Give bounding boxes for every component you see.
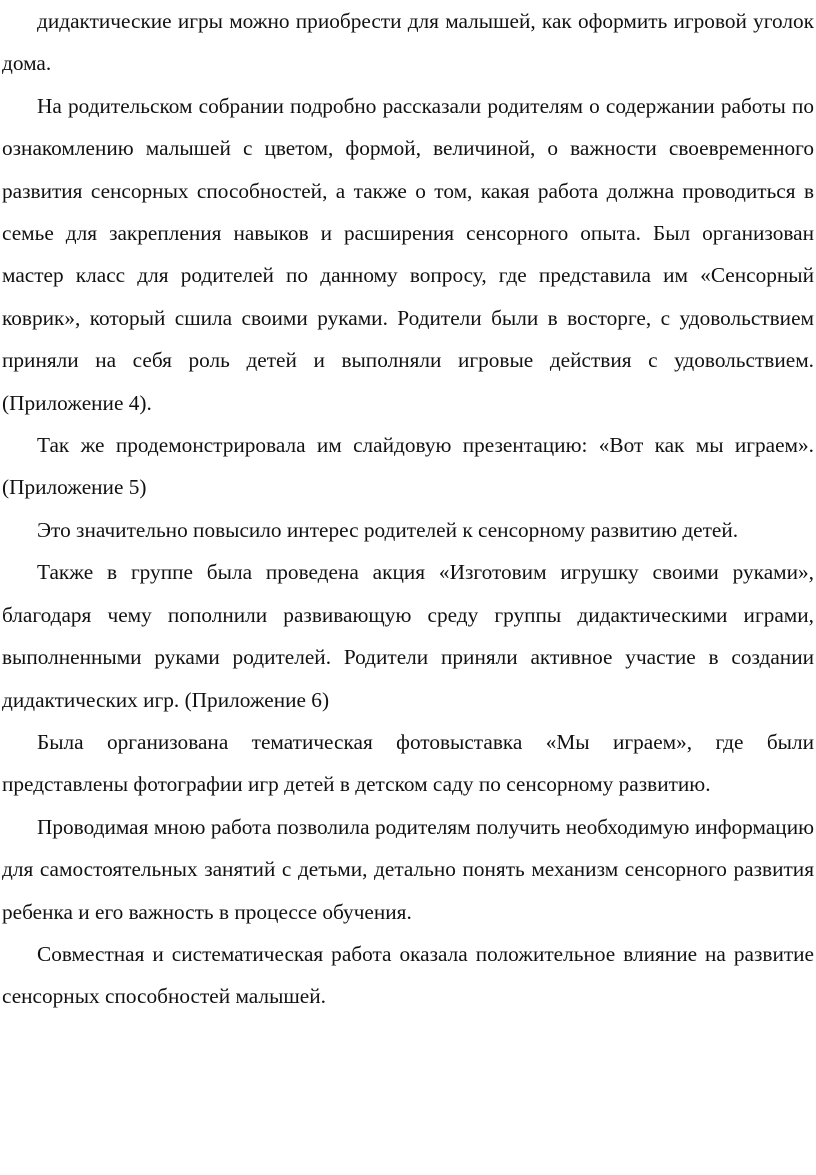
paragraph-work-results: Проводимая мною работа позволила родителям получить необходимую информацию для самостоятельных занятий с детьми, детально понять механизм сенсорного развития ребенка и его важность в процессе обучения. (2, 814, 814, 924)
paragraph-toy-action: Также в группе была проведена акция «Изготовим игрушку своими руками», благодаря чему пополнили развивающую среду группы дидактическими играми, выполненными руками родителей. Родители приняли активное участие в создании дидактических игр. (Приложение 6) (2, 560, 814, 712)
paragraph-parent-meeting: На родительском собрании подробно рассказали родителям о содержании работы по ознакомлению малышей с цветом, формой, величиной, о важности своевременного развития сенсорных способностей, а также о том, какая работа должна проводиться в семье для закрепления навыков и расширения сенсорного опыта. Был организован мастер класс для родителей по данному вопросу, где представила им «Сенсорный коврик», который сшила своими руками. Родители были в восторге, с удовольствием приняли на себя роль детей и выполняли игровые действия с удовольствием. (Приложение 4). (2, 93, 814, 415)
paragraph-conclusion: Совместная и систематическая работа оказала положительное влияние на развитие сенсорных способностей малышей. (2, 941, 814, 1009)
paragraph-interest: Это значительно повысило интерес родителей к сенсорному развитию детей. (37, 517, 739, 542)
paragraph-presentation: Так же продемонстрировала им слайдовую презентацию: «Вот как мы играем». (Приложение 5) (2, 433, 814, 500)
body-text (2, 0, 814, 1018)
paragraph-photo-exhibition: Была организована тематическая фотовыставка «Мы играем», где были представлены фотографии игр детей в детском саду по сенсорному развитию. (2, 729, 814, 797)
paragraph-continuation: дидактические игры можно приобрести для малышей, как оформить игровой уголок дома. (2, 9, 814, 76)
